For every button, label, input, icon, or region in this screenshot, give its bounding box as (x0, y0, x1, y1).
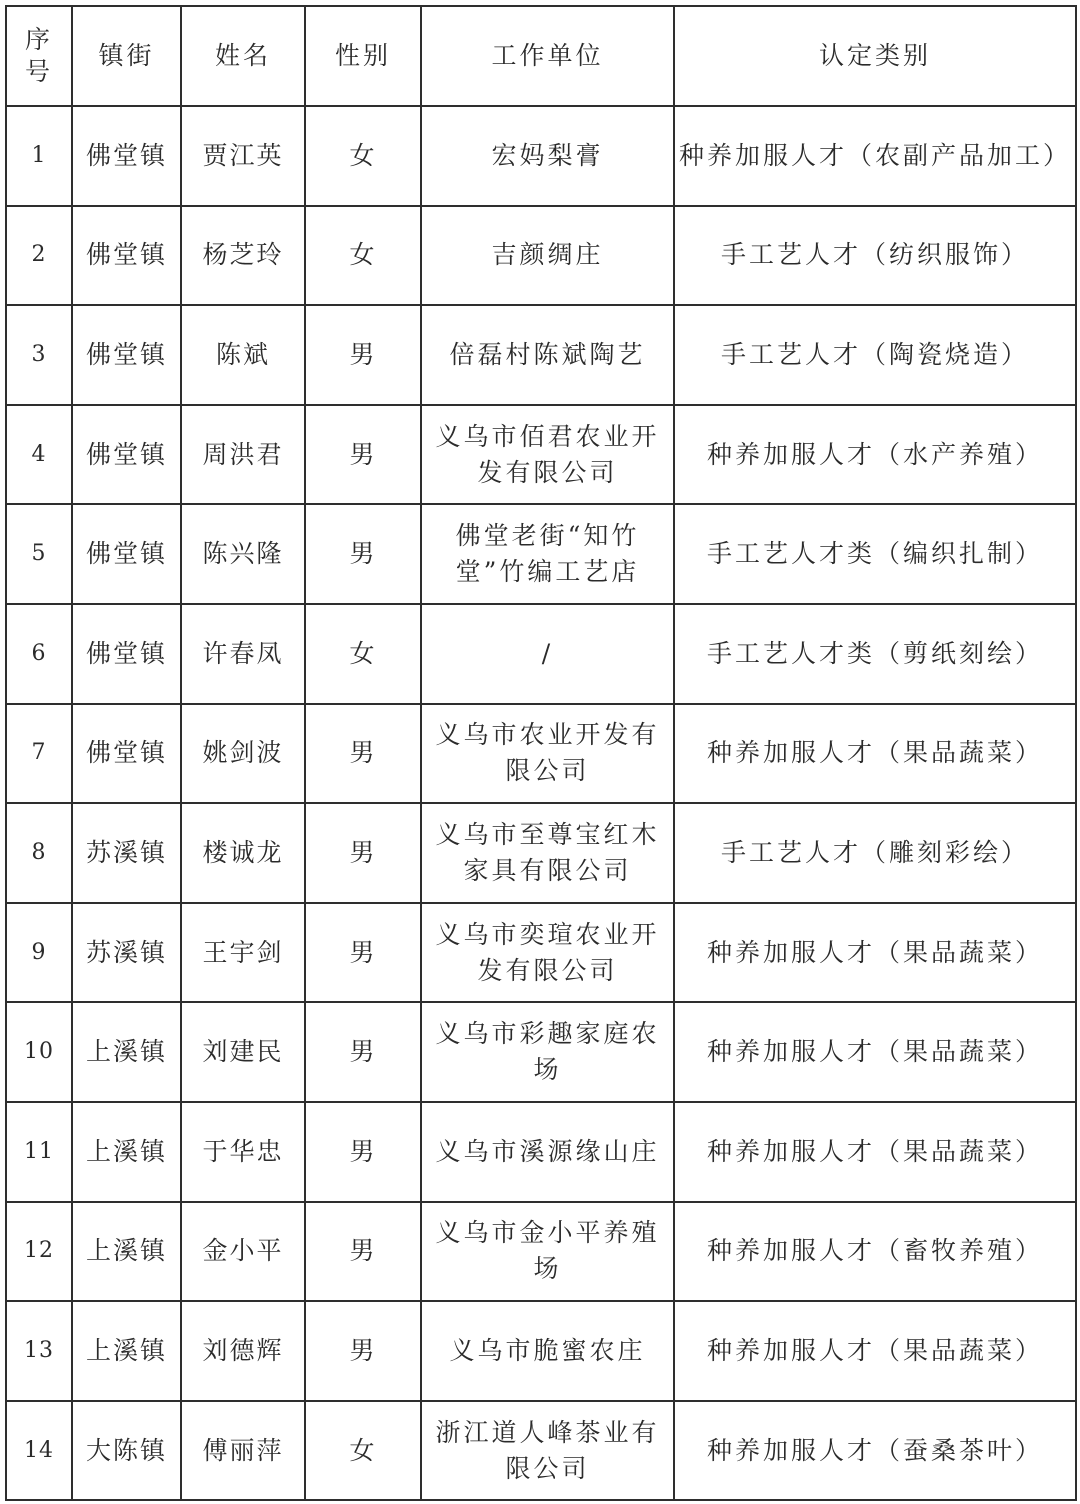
cell-seq: 14 (6, 1401, 72, 1501)
cell-unit: 义乌市佰君农业开发有限公司 (421, 405, 674, 505)
cell-town: 上溪镇 (72, 1301, 181, 1401)
table-row (6, 604, 1076, 704)
cell-town: 佛堂镇 (72, 305, 181, 405)
cell-sex: 女 (305, 604, 421, 704)
talent-list-table (5, 5, 1077, 1501)
cell-unit: / (421, 604, 674, 704)
table-row (6, 106, 1076, 206)
cell-unit: 吉颜绸庄 (421, 206, 674, 306)
table-row (6, 1301, 1076, 1401)
cell-unit: 义乌市脆蜜农庄 (421, 1301, 674, 1401)
cell-category: 种养加服人才（蚕桑茶叶） (674, 1401, 1076, 1501)
cell-category: 种养加服人才（果品蔬菜） (674, 903, 1076, 1003)
cell-name: 刘德辉 (181, 1301, 305, 1401)
cell-town: 上溪镇 (72, 1102, 181, 1202)
header-name: 姓名 (181, 6, 305, 106)
cell-town: 佛堂镇 (72, 206, 181, 306)
table-header-row (6, 6, 1076, 106)
header-town: 镇街 (72, 6, 181, 106)
cell-seq: 6 (6, 604, 72, 704)
cell-name: 楼诚龙 (181, 803, 305, 903)
cell-unit: 义乌市至尊宝红木家具有限公司 (421, 803, 674, 903)
header-sex: 性别 (305, 6, 421, 106)
table-row (6, 1002, 1076, 1102)
cell-unit: 义乌市农业开发有限公司 (421, 704, 674, 804)
cell-seq: 1 (6, 106, 72, 206)
cell-name: 姚剑波 (181, 704, 305, 804)
cell-sex: 女 (305, 106, 421, 206)
table-row (6, 305, 1076, 405)
talent-table-container (5, 5, 1075, 1499)
cell-category: 手工艺人才（陶瓷烧造） (674, 305, 1076, 405)
cell-name: 于华忠 (181, 1102, 305, 1202)
cell-unit: 倍磊村陈斌陶艺 (421, 305, 674, 405)
table-row (6, 206, 1076, 306)
cell-town: 佛堂镇 (72, 604, 181, 704)
table-row (6, 1202, 1076, 1302)
cell-unit: 义乌市奕瑄农业开发有限公司 (421, 903, 674, 1003)
cell-category: 手工艺人才类（编织扎制） (674, 504, 1076, 604)
cell-category: 种养加服人才（水产养殖） (674, 405, 1076, 505)
cell-category: 种养加服人才（果品蔬菜） (674, 1301, 1076, 1401)
cell-seq: 13 (6, 1301, 72, 1401)
cell-unit: 浙江道人峰茶业有限公司 (421, 1401, 674, 1501)
cell-unit: 宏妈梨膏 (421, 106, 674, 206)
cell-category: 种养加服人才（农副产品加工） (674, 106, 1076, 206)
cell-category: 手工艺人才（纺织服饰） (674, 206, 1076, 306)
cell-unit: 佛堂老街“知竹堂”竹编工艺店 (421, 504, 674, 604)
header-category: 认定类别 (674, 6, 1076, 106)
cell-town: 佛堂镇 (72, 504, 181, 604)
cell-unit: 义乌市彩趣家庭农场 (421, 1002, 674, 1102)
table-row (6, 1102, 1076, 1202)
cell-name: 傅丽萍 (181, 1401, 305, 1501)
table-row (6, 405, 1076, 505)
cell-sex: 男 (305, 803, 421, 903)
cell-seq: 12 (6, 1202, 72, 1302)
cell-name: 陈兴隆 (181, 504, 305, 604)
cell-seq: 8 (6, 803, 72, 903)
cell-sex: 男 (305, 704, 421, 804)
cell-sex: 男 (305, 1102, 421, 1202)
cell-category: 种养加服人才（果品蔬菜） (674, 704, 1076, 804)
cell-sex: 男 (305, 903, 421, 1003)
cell-sex: 男 (305, 305, 421, 405)
table-body (6, 106, 1076, 1500)
cell-name: 贾江英 (181, 106, 305, 206)
cell-seq: 4 (6, 405, 72, 505)
cell-town: 苏溪镇 (72, 903, 181, 1003)
cell-unit: 义乌市金小平养殖场 (421, 1202, 674, 1302)
table-row (6, 803, 1076, 903)
cell-town: 苏溪镇 (72, 803, 181, 903)
cell-name: 金小平 (181, 1202, 305, 1302)
cell-town: 佛堂镇 (72, 405, 181, 505)
table-row (6, 1401, 1076, 1501)
header-unit: 工作单位 (421, 6, 674, 106)
cell-unit: 义乌市溪源缘山庄 (421, 1102, 674, 1202)
cell-category: 手工艺人才类（剪纸刻绘） (674, 604, 1076, 704)
cell-sex: 男 (305, 1301, 421, 1401)
cell-name: 刘建民 (181, 1002, 305, 1102)
cell-town: 上溪镇 (72, 1202, 181, 1302)
header-seq: 序号 (6, 6, 72, 106)
cell-category: 种养加服人才（果品蔬菜） (674, 1102, 1076, 1202)
cell-seq: 3 (6, 305, 72, 405)
cell-sex: 女 (305, 206, 421, 306)
cell-town: 佛堂镇 (72, 106, 181, 206)
cell-sex: 男 (305, 1002, 421, 1102)
cell-name: 陈斌 (181, 305, 305, 405)
cell-town: 大陈镇 (72, 1401, 181, 1501)
table-row (6, 504, 1076, 604)
cell-sex: 男 (305, 1202, 421, 1302)
cell-sex: 男 (305, 405, 421, 505)
cell-seq: 5 (6, 504, 72, 604)
cell-seq: 7 (6, 704, 72, 804)
cell-name: 王宇剑 (181, 903, 305, 1003)
cell-name: 周洪君 (181, 405, 305, 505)
table-row (6, 903, 1076, 1003)
cell-seq: 2 (6, 206, 72, 306)
cell-category: 种养加服人才（畜牧养殖） (674, 1202, 1076, 1302)
cell-seq: 10 (6, 1002, 72, 1102)
cell-seq: 11 (6, 1102, 72, 1202)
cell-category: 手工艺人才（雕刻彩绘） (674, 803, 1076, 903)
cell-name: 许春凤 (181, 604, 305, 704)
cell-town: 上溪镇 (72, 1002, 181, 1102)
cell-seq: 9 (6, 903, 72, 1003)
table-row (6, 704, 1076, 804)
cell-town: 佛堂镇 (72, 704, 181, 804)
cell-category: 种养加服人才（果品蔬菜） (674, 1002, 1076, 1102)
cell-name: 杨芝玲 (181, 206, 305, 306)
cell-sex: 男 (305, 504, 421, 604)
cell-sex: 女 (305, 1401, 421, 1501)
